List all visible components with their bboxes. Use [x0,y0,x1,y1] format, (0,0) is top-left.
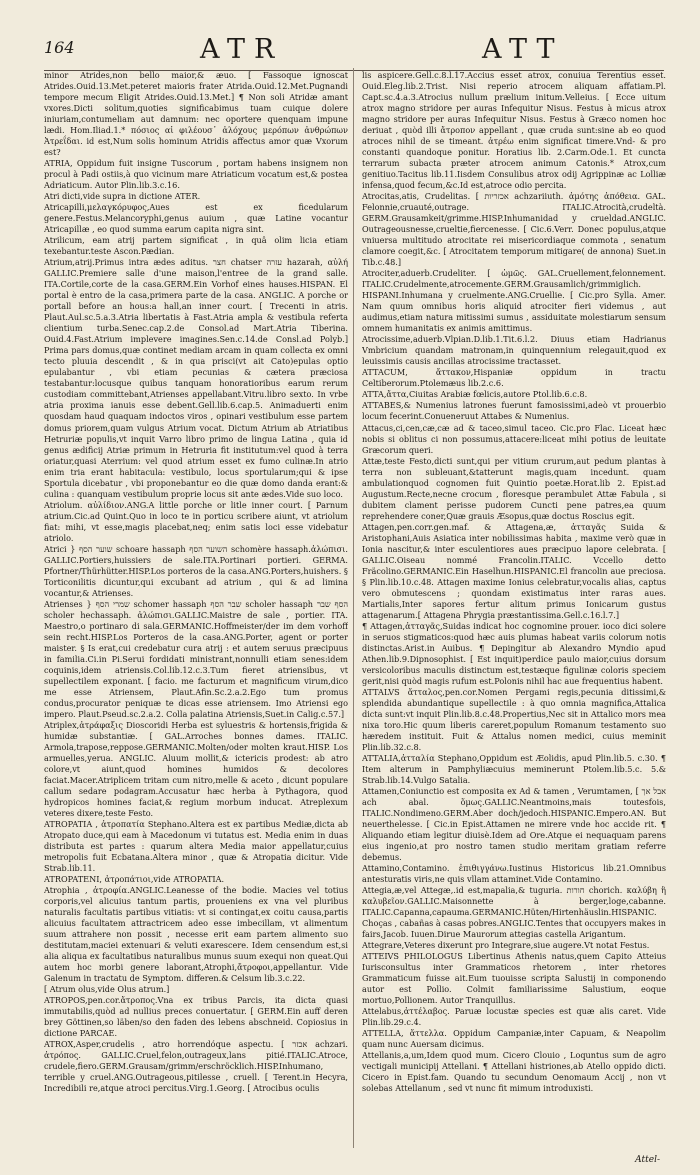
dictionary-entry: Atri dicti,vide supra in dictione ATER. [44,191,201,202]
dictionary-entry: Atriplex,ἀτράφαξις Dioscoridi Herba est syluestris & hortensis,frigida & humidæ substantiæ. [ GAL.Arroches bonnes dames. ITALIC. Armola,trapose,reppose.GERMANIC.Molten/oder molten kraut.HISP. Los armuelles,yerua. ANGLIC. Aluum mollit,& ictericis prodest: ab atro colore,vt aiunt,quod homines humidos & decolores faciat.Macer.Atriplicem tritam cum nitro,melle & aceto , dicunt populare callum sedare podagram.Accusatur hæc herba à Pythagora, quod hydropicos homines faciat,& regium morbum inducat. Atreplexum veteres dixere,teste Festo. [44,719,348,819]
dictionary-entry: ATTABES,& Numenius latrones fuerunt famosissimi,adeò vt prouerbio locum fecerint.Conueneruut Attabes & Numenius. [362,400,666,422]
dictionary-entry: ¶ Attagen,ἀτταγᾶς,Suidas indicat hoc cognomine prouer. ioco dici solere in seruos stigmaticos:quod hæc auis plumas habeat variis colorum notis distinctas.Arist.in Auibus. ¶ Depingitur ab Alexandro Myndio apud Athen.lib.9.Dipnosophist. [ Est inquit)perdice paulo maior,cuius dorsum versicoloribus maculis distinctum est,testæque figulinæ coloris speciem gerit,nisi quòd magis rufum est.Polonis nihil hac aue frequentius habent. [362,620,666,686]
catchword: Attel- [635,1155,660,1165]
page-number: 164 [44,38,75,57]
dictionary-entry: Attagen,pen.corr.gen.maf. & Attagena,æ, ἀτταγᾶς Suida & Aristophani,Auis Asiatica inter nobilissimas habita , maxime verò quæ in Ionia nascitur,& inter esculentiores aues præcipuo lapore celebrata. [ GALLIC.Oiseau nommé Francolin.ITALIC. Vccello detto Fräcolino.GERMANIC.Ein Haselhun.HISPANIC.El francolin aue preciosa. § Plin.lib.10.c.48. Attagen maxime Ionius celebratur,vocalis alias, captus vero obmutescens ; quondam existimatus inter raras aues. Martialis,Inter sapores fertur alitum primus Ionicarum gustus attagenarum.[ Attagena Phrygia præstantissima.Gell.c.16.l.7.] [362,521,666,620]
dictionary-entry: Atrocitas,atis, Crudelitas. [ אכזריות achzariiuth. ἀμότης ἀπόθεια. GAL. Felonnie,cruauté,outrage. ITALIC.Atrocità,crudeltà. GERM.Grausamkeit/grimme.HISP.Inhumanidad y crueldad.ANGLIC. Outrageousnesse,crueltie,fiercenesse. [ Cic.6.Verr. Donec populus,atque vniuersa multitudo atrocitate rei misericordiaque commota , senatum clamore coegit,&c. [ Atrocitatem temporum mitigare( de annona) Suet.in Tib.c.48.] [362,191,666,268]
dictionary-entry: [ Atrum olus,vide Olus atrum.] [44,984,170,995]
dictionary-entry: Atrienses } שמרי הסף schomer hassaph שבר הסף scholer hassaph הסף שבר scholer hechassaph. ἀλώπισι.GALLIC.Maistre de sale , portier. ITA. Maestro,o portinaro di sala.GERMANIC.Hoffmeister/der im dem vorhoff sein recht.HISP.Los Porteros de la casa.ANG.Porter, agent or porter maister. § Is erat,cui credebatur cura atrij : et autem seruus præcipuus in familia.Ci.in Pi.Serui fordidati ministrant,nonnulli etiam senes:idem coquinis,idem atriensis.Col.lib.12.c.3.Tum fieret atriensibus, vt supellectilem exponant. [ facio. me facturum et magnificum virum,dico me esse Atriensem, Plaut.Afin.Sc.2.a.2.Ego tum promus condus,procurator peniquæ te dicas esse atriensem. Imo Atriensi ego impero. Plaut.Pseud.sc.2.a.2. Colla palatina Atriensis,Suet.in Calig.c.57.] [44,598,348,719]
dictionary-entry: ATTACUM, ἄττακον,Hispaniæ oppidum in tractu Celtiberorum.Ptolemæus lib.2.c.6. [362,367,666,389]
dictionary-entry: ATTA,ἄττα,Ciuitas Arabiæ fœlicis,autore Ptol.lib.6.c.8. [362,389,588,400]
dictionary-entry: Attellanis,a,um,Idem quod mum. Cicero Clouio , Loquntus sum de agro vectigali municipij Attellani. ¶ Attellani histriones,ab Atello oppido dicti. Cicero in Epist.fam. Quando tu secundum Oenomaum Accij , non vt solebas Attellanum , sed vt nunc fit mimum introduxisti. [362,1050,666,1094]
dictionary-entry: ATROPATIA , ἀτροπατία Stephano.Altera est ex partibus Mediæ,dicta ab Atropato duce,qui eam à Macedonum vi tutatus est. Media enim in duas distributa est partes : quarum altera Media maior appellatur,cuius metropolis fuit Ecbatana.Altera minor , quæ & Atropatia dicitur. Vide Strab.lib.11. [44,819,348,874]
dictionary-entry: lis aspicere.Gell.c.8.l.17.Accius esset atrox, conuiua Terentius esset. Ouid.Eleg.lib.2.Trist. Nisi reperio atrocem aliquam affatiam.Pl. Capt.sc.4.a.3.Atrocius nullum prælium initum.Velleius. [ Ecce uitum atrox magno stridore per auras Infequitur Nisus. Festus à micus atrox magno stridore per auras Infequitur Nisus. Festus à Græco nomen hoc deriuat , quòd illi ἄτροπον appellant , quæ cruda sunt:sine ab eo quod atroces nihil de se timeant. ἀτρέω enim significat timere.Vnd- & pro constanti quandoque ponitur. Horatius lib. 2.Carm.Ode.1. Et cuncta terrarum subacta præter atrocem animum Catonis.* Atrox,cum genitiuo.Tacitus lib.11.Iisdem Consulibus atrox odij Agrippinæ ac Lolliæ infensa,quod fecum,&c.Id est,atroce odio percita. [362,70,666,191]
dictionary-entry: Atrilicum, eam atrij partem significat , in quâ olim licia etiam texebantur.teste Ascon.Pædian. [44,235,348,257]
dictionary-entry: Atriolum. αὐλίδιον.ANG.A little porche or litle inner court. [ Parnum atrium.Cic.ad Quint.Quo in loco te in porticu scribere aiunt, vt atriolum fiat: mihi, vt esse,magis placebat,neq; enim satis loci esse videbatur atriolo. [44,499,348,543]
dictionary-entry: Atrium,atrij.Primus intra ædes aditus. חצר chatser עזרה hazarah, αὐλή GALLIC.Premiere salle d'une maison,l'entree de la grand salle. ITA.Cortile,corte de la casa.GERM.Ein Vorhof eines hauses.HISPAN. El portal è entro de la casa,primera parte de la casa. ANGLIC. A porche or portall before an hous:a hall,an inner court. [ Trecenti in atris. Plaut.Aul.sc.5.a.3.Atria libertatis à Fast.Atria ampla & vestibula referta clientium turba.Senec.cap.2.de Consol.ad Mart.Atria Tiberina. Ouid.4.Fast.Atrium implevere imagines.Sen.c.14.de Consl.ad Polyb.] Prima pars domus,quæ continet mediam arcam in quam collecta ex omni tecto pluuia descendit , & in qua prisci(vt ait Cato)epulas optio epulabantur , vbi etiam pecunias & cætera præciosa testabantur:locusque quibus tanquam honoratioribus earum rerum custodiam committebant,Atrienses appellabant.Vitru.libro sexto. In vrbe atria proxima ianuis esse debent.Gell.lib.6.cap.5. Animaduerti enim quosdam haud quaquam indoctos viros , opinari vestibulum esse partem domus priorem,quam vulgus Atrium vocat. Dictum Atrium ab Atriatibus Hetruriæ populis,vt inquit Varro libro primo de lingua Latina , quia id genus ædificij Atriæ primum in Hetruria fit institutum:vel quod à terra oriatur,quasi Aterrium: vel quod atrium esset ex fumo culinæ.In atrio enim tria erant habitacula: vestibulo, locus sportularum;qui & ipse Sportula dicebatur , vbi proponebantur eo die quæ domo danda erant:& culina : quanquam vestibulum proprie locus sit ante ædes.Vide suo loco. [44,257,348,499]
dictionary-entry: Atrocissime,aduerb.Vlpian.D.lib.1.Tit.6.l.2. Diuus etiam Hadrianus Vmbricium quandam matronam,in quinquennium relegauit,quod ex leuissimis causis ancillas atrocissime tractasset. [362,334,666,367]
left-column [44,70,348,1148]
dictionary-entry: ATTEIVS PHILOLOGUS Libertinus Athenis natus,quem Capito Atteius Iurisconsultus inter Grammaticos rhetorem , inter rhetores Grammaticum fuisse ait.Eum tuouisse scripta Salustij in componendo autor est Pollio. Colmit familiarissime Salustium, eoque mortuo,Pollionem. Autor Tranquillus. [362,951,666,1006]
dictionary-entry: ATROPOS,pen.cor.ἄτροπος.Vna ex tribus Parcis, ita dicta quasi immutabilis,quòd ad nullius preces conuertatur. [ GERM.Ein auff deren brey Göttinen,so läben/so den faden des lebens abschneid. Copiosius in dictione PARCAE. [44,995,348,1039]
dictionary-entry: ATROX,Asper,crudelis , atro horrendóque aspectu. [ אכזר achzari. ἀτρόπος. GALLIC.Cruel,felon,outrageux,lans pitié.ITALIC.Atroce, crudele,fiero.GERM.Grausam/grimm/erschröcklich.HISP.Inhumano, terrible y cruel.ANG.Outrageous,pitilesse , cruell. [ Terent.in Hecyra, Incredibili re,atque atroci percitus.Virg.1.Georg. [ Atrocibus oculis [44,1039,348,1094]
dictionary-entry: minor Atrides,non bello maior,& æuo. [ Fassoque ignoscat Atrides.Ouid.13.Met.peteret maioris frater Atrida.Ouid.12.Met.Pugnandi tempore mecum Eligit Atrides.Ouid.13.Met.] ¶ Non soli Atridæ amant vxores.Dicti solitum,quoties significabimus tuam cuique dolere iniuriam,contumeliam aut damnum: nec oportere quenquam impune lædi. Hom.Iliad.1.* πόσιος αἰ φιλέουσ᾽ ἀλόχους μερόπων ἀνθρώπων Ἀτρεΐδαι. id est,Num solis hominum Atridis affectus amor quæ Vxorum est? [44,70,348,158]
running-head-left: ATR [200,34,284,65]
dictionary-entry: Atricapilli,μελαγκόρυφος,Aues est ex ficedularum genere.Festus.Melancoryphi,genus auium , quæ Latine vocantur Atricapillæ , eo quod summa earum capita nigra sint. [44,202,348,235]
dictionary-entry: ATTELLA, ἄττελλα. Oppidum Campaniæ,inter Capuam, & Neapolim quam nunc Auersam dicimus. [362,1028,666,1050]
dictionary-entry: Attamino,Contamino. ἐπιθιγγάνω.Iustinus Historicus lib.21.Omnibus antesturatis viris,ne quis vllam attaminet.Vide Contamino. [362,863,666,885]
dictionary-entry: Atrociter,aduerb.Crudeliter. [ ὠμῶς. GAL.Cruellement,felonnement. ITALIC.Crudelmente,atrocemente.GERM.Grausamlich/grimmiglich. HISPANI.Inhumana y cruelmente.ANG.Cruellie. [ Cic.pro Sylla. Amer. Nam quum omnibus horis aliquid atrociter fieri videmus , aut audimus,etiam natura mitissimi sumus , assiduitate molestiarum sensum omnem humanitatis ex animis amittimus. [362,268,666,334]
dictionary-entry: Attacus,ci,cen,cæ,cæ ad & taceo,simul taceo. Cic.pro Flac. Liceat hæc nobis si oblitus ci non possumus,attacere:liceat mihi potius de leuitate Græcorum queri. [362,422,666,455]
dictionary-entry: Attegia,æ,vel Attegæ,.id est,mapalia,& tuguria. חורות chorich. καλύβη ἢ καλυβεῖον.GALLIC.Maisonnette à berger,loge,cabanne. ITALIC.Capanna,capauma.GERMANIC.Hüten/Hirtenhäuslin.HISPANIC. Choças , cabañas à casas pobres.ANGLIC.Tentes that occupyers makes in fairs,Jacob. Iuuen.Dirue Maurorum attegias castella Arigantum. [362,885,666,940]
right-column [362,70,666,1148]
dictionary-entry: Attæ,teste Festo,dicti sunt,qui per vitium crurum,aut pedum plantas à terra non subleuant,&tatterunt magis,quam incedunt. quam ambulationquod cognomen fuit Quintio poetæ.Horat.lib 2. Epist.ad Augustum.Recte,necne crocum , floresque perambulet Attæ Fabula , si dubitem clament perisse pudorem Cuncti pene patres,ea quum reprehendere coner,Quæ grauis Æsopus,quæ doctus Roscius egit. [362,455,666,521]
dictionary-entry: Atrici } שוער הסף schoare hassaph השוער הסף schomère hassaph.ἀλώπισι. GALLIC.Portiers,huissiers de sale.ITA.Portinari portieri. GERMA. Pfortner/Thürhütter.HISP.Los porteros de la casa.ANG.Porters,huishers. § Torticonilitis dicuntur,qui excubant ad atrium , qui & ad limina vocantur,& Atrienses. [44,543,348,598]
running-head [0,34,700,70]
running-head-right: ATT [482,34,564,65]
dictionary-entry: Attegrare,Veteres dixerunt pro Integrare,siue augere.Vt notat Festus. [362,940,650,951]
dictionary-entry: ATTALIA,ἀτταλία Stephano,Oppidum est Æolidis, apud Plin.lib.5. c.30. ¶ Item alterum in Pamphyliæcuius meminerunt Ptolem.lib.5.c. 5.& Strab.lib.14.Vulgo Satalia. [362,752,666,785]
dictionary-entry: ATROPATENI, ἀτροπάτιοι,vide ATROPATIA. [44,874,225,885]
dictionary-entry: Attamen,Coniunctio est composita ex Ad & tamen , Verumtamen, [ אבל אך ach abal. ὅμως.GALLIC.Neantmoins,mais toutesfois, ITALIC.Nondimeno.GERM.Aber doch/jedoch.HISPANIC.Empero.AN. But neuerthelesse. [ Cic.in Epist.Attamen ne mirere vnde hoc accide rit. ¶ Aliquando etiam legitur diuisè.Idem ad Ore.Atque ei nequaquam parens eius ingenio,at pro nostro tamen studio meritam gratiam referre debemus. [362,786,666,863]
dictionary-entry: Attelabus,ἀττέλαβος. Paruæ locustæ species est quæ alis caret. Vide Plin.lib.29.c.4. [362,1006,666,1028]
dictionary-entry: Atrophia , ἀτροφία.ANGLIC.Leanesse of the bodie. Macies vel totius corporis,vel alicuius tantum partis, proueniens ex vna vel pluribus naturalis facultatis partibus vitiatis: vt si contingat,ex coitu causa,partis alicuius facultatem attractricem adeo esse imbecillam, vt alimentum suum attrahere non possit , necesse erit eam partem alimento suo destitutam,maciei extenuari & veluti exarescere. Idem censendum est,si alia aliqua ex facultatibus naturalibus munus suum exequi non queat.Qui autem hoc morbi genere laborant,Atrophi,ἄτροφοι,appellantur. Vide Galenum in tractatu de Symptom. differen.& Celsum lib.3.c.22. [44,885,348,984]
column-divider [353,68,354,1148]
dictionary-entry: ATRIA, Oppidum fuit insigne Tuscorum , portam habens insignem non procul à Padi ostiis,à quo vicinum mare Atriaticum vocatum est,& postea Adriaticum. Autor Plin.lib.3.c.16. [44,158,348,191]
dictionary-entry: ATTALVS ἄτταλος,pen.cor.Nomen Pergami regis,pecunia ditissimi,& splendida abundantique supellectile : à quo omnia magnifica,Attalica dicta sunt:vt inquit Plin.lib.8.c.48.Propertius,Nec sit in Attalico mors mea nixa toro.Hic quum liberis careret,populum Romanum testamento suo hæredem instituit. Fuit & Attalus nomen medici, cuius meminit Plin.lib.32.c.8. [362,686,666,752]
